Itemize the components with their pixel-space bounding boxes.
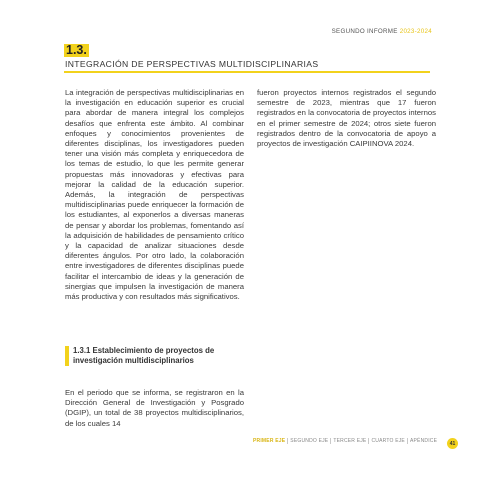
- body-paragraph-continued: fueron proyectos internos registrados el segundo semestre de 2023, mientras que 17 fueron registrados en la convocatoria de proyectos internos en el primer semestre de 2024; otros siete fueron registrados dentro de la convocatoria de apoyo a proyectos de investigación CAIPIINOVA 2024.: [257, 88, 436, 149]
- body-paragraph: La integración de perspectivas multidisciplinarias en la investigación en educación superior es crucial para abordar de manera integral los complejos desafíos que enfrenta este ámbito. Al combinar enfoques y conocimientos provenientes de diferentes disciplinas, los investigadores pueden tener una visión más completa y enriquecedora de los temas de estudio, lo que les permite generar propuestas más innovadoras y efectivas para mejorar la calidad de la educación superior. Además, la integración de perspectivas multidisciplinarias puede enriquecer la formación de los estudiantes, al exponerlos a diversas maneras de pensar y abordar los problemas, fomentando así la adquisición de habilidades de pensamiento crítico y la capacidad de analizar situaciones desde diferentes ángulos. Por otro lado, la colaboración entre investigadores de diferentes disciplinas puede facilitar el intercambio de ideas y la generación de sinergias que impulsen la investigación de manera más productiva y con resultados más significativos.: [65, 88, 244, 302]
- nav-cuarto-eje[interactable]: CUARTO EJE: [368, 438, 407, 444]
- report-label: SEGUNDO INFORME: [331, 28, 398, 35]
- page-number-badge: 41: [447, 438, 458, 449]
- nav-tercer-eje[interactable]: TERCER EJE: [330, 438, 368, 444]
- report-year: 2023-2024: [399, 28, 432, 35]
- report-header: [332, 28, 432, 35]
- left-column-continued: [65, 388, 244, 429]
- title-divider: [64, 71, 430, 73]
- section-title: INTEGRACIÓN DE PERSPECTIVAS MULTIDISCIPLINARIAS: [65, 59, 319, 69]
- footer-navigation: [251, 438, 439, 444]
- nav-segundo-eje[interactable]: SEGUNDO EJE: [287, 438, 330, 444]
- left-column: [65, 88, 244, 302]
- subsection-title: 1.3.1 Establecimiento de proyectos de investigación multidisciplinarios: [73, 346, 215, 365]
- section-number: 1.3.: [66, 43, 87, 57]
- nav-primer-eje[interactable]: PRIMER EJE: [253, 438, 286, 444]
- subsection-paragraph: En el periodo que se informa, se registraron en la Dirección General de Investigación y Posgrado (DGIP), un total de 38 proyectos multidisciplinarios, de los cuales 14: [65, 388, 244, 428]
- right-column: [257, 88, 436, 149]
- nav-apendice[interactable]: APÉNDICE: [407, 438, 439, 444]
- subsection-accent-bar: [65, 346, 69, 366]
- subsection-heading: [65, 346, 245, 366]
